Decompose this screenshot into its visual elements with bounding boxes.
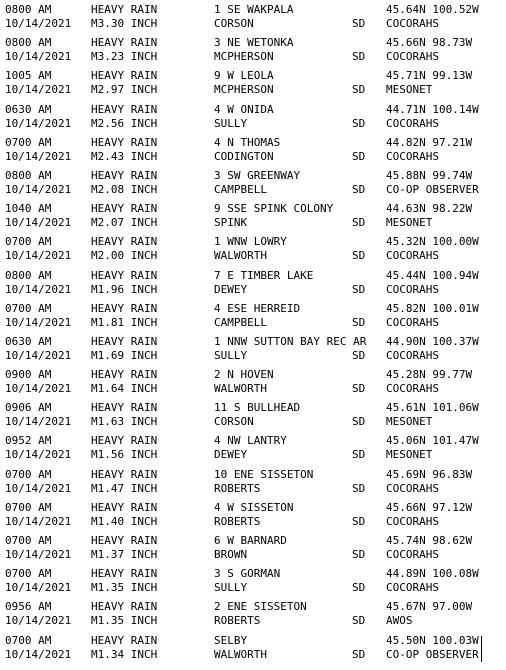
report-location: 4 ESE HERREID: [214, 301, 301, 315]
report-event-type: HEAVY RAIN: [91, 600, 158, 614]
report-location: 2 N HOVEN: [214, 368, 274, 382]
report-line-1: [5, 269, 505, 283]
report-lat-lon: 44.89N 100.08W: [386, 567, 479, 581]
report-entry: [5, 36, 505, 69]
report-lat-lon: 44.90N 100.37W: [386, 334, 479, 348]
report-lat-lon: 44.63N 98.22W: [386, 202, 473, 216]
report-date: 10/14/2021: [5, 348, 72, 362]
report-event-type: HEAVY RAIN: [91, 401, 158, 415]
report-location: 11 S BULLHEAD: [214, 401, 301, 415]
report-entry: [5, 269, 505, 302]
report-state: SD: [352, 315, 366, 329]
report-location: 4 NW LANTRY: [214, 434, 287, 448]
report-line-1: [5, 69, 505, 83]
report-state: SD: [352, 50, 366, 64]
report-line-1: [5, 136, 505, 150]
report-line-1: [5, 202, 505, 216]
report-location: 6 W BARNARD: [214, 534, 287, 547]
report-state: SD: [352, 116, 366, 130]
report-county: ROBERTS: [214, 614, 261, 628]
report-event-type: HEAVY RAIN: [91, 534, 158, 547]
report-state: SD: [352, 382, 366, 396]
report-time: 0700 AM: [5, 135, 52, 149]
report-source: COCORAHS: [386, 149, 439, 163]
report-entry: [5, 368, 505, 401]
report-source: MESONET: [386, 415, 433, 429]
report-location: 3 NE WETONKA: [214, 36, 294, 50]
report-county: ROBERTS: [214, 481, 261, 495]
report-time: 0700 AM: [5, 567, 52, 581]
report-line-1: [5, 302, 505, 316]
report-entry: [5, 302, 505, 335]
report-line-2: [5, 581, 505, 595]
report-county: SULLY: [214, 116, 248, 130]
report-magnitude: M2.43 INCH: [91, 149, 158, 163]
report-source: AWOS: [386, 614, 413, 628]
report-date: 10/14/2021: [5, 415, 72, 429]
report-entry: [5, 401, 505, 434]
report-time: 1040 AM: [5, 202, 52, 216]
report-source: CO-OP OBSERVER: [386, 647, 479, 661]
report-state: SD: [352, 17, 366, 30]
report-date: 10/14/2021: [5, 481, 72, 495]
report-time: 0700 AM: [5, 534, 52, 547]
report-entry: [5, 169, 505, 202]
report-lat-lon: 45.06N 101.47W: [386, 434, 479, 448]
report-lat-lon: 45.71N 99.13W: [386, 69, 473, 83]
report-line-2: [5, 382, 505, 396]
report-entry: [5, 501, 505, 534]
report-magnitude: M1.64 INCH: [91, 382, 158, 396]
report-state: SD: [352, 481, 366, 495]
report-entry: [5, 434, 505, 467]
report-line-1: [5, 3, 505, 17]
report-time: 0952 AM: [5, 434, 52, 448]
report-entry: [5, 136, 505, 169]
rain-report-list: [5, 3, 505, 667]
report-entry: [5, 335, 505, 368]
report-source: COCORAHS: [386, 249, 439, 263]
report-date: 10/14/2021: [5, 315, 72, 329]
report-line-2: [5, 117, 505, 131]
report-time: 0700 AM: [5, 633, 52, 647]
report-state: SD: [352, 647, 366, 661]
report-entry: [5, 3, 505, 36]
report-state: SD: [352, 249, 366, 263]
report-time: 0700 AM: [5, 301, 52, 315]
report-line-2: [5, 349, 505, 363]
report-magnitude: M1.81 INCH: [91, 315, 158, 329]
report-source: COCORAHS: [386, 50, 439, 64]
report-event-type: HEAVY RAIN: [91, 3, 158, 16]
report-source: COCORAHS: [386, 548, 439, 561]
report-lat-lon: 45.74N 98.62W: [386, 534, 473, 547]
report-location: 9 W LEOLA: [214, 69, 274, 83]
report-location: 4 N THOMAS: [214, 135, 281, 149]
report-event-type: HEAVY RAIN: [91, 500, 158, 514]
report-lat-lon: 44.82N 97.21W: [386, 135, 473, 149]
report-county: DEWEY: [214, 448, 248, 462]
report-event-type: HEAVY RAIN: [91, 36, 158, 50]
report-state: SD: [352, 581, 366, 595]
report-magnitude: M1.35 INCH: [91, 614, 158, 628]
report-county: WALWORTH: [214, 382, 267, 396]
report-magnitude: M1.35 INCH: [91, 581, 158, 595]
report-source: MESONET: [386, 448, 433, 462]
report-line-2: [5, 316, 505, 330]
report-lat-lon: 45.82N 100.01W: [386, 301, 479, 315]
report-county: BROWN: [214, 548, 248, 561]
report-time: 0800 AM: [5, 3, 52, 16]
report-line-2: [5, 283, 505, 297]
report-event-type: HEAVY RAIN: [91, 633, 158, 647]
report-line-2: [5, 249, 505, 263]
report-county: CAMPBELL: [214, 315, 267, 329]
report-magnitude: M1.69 INCH: [91, 348, 158, 362]
report-state: SD: [352, 614, 366, 628]
report-event-type: HEAVY RAIN: [91, 334, 158, 348]
report-time: 0906 AM: [5, 401, 52, 415]
report-county: MCPHERSON: [214, 83, 274, 97]
report-line-2: [5, 648, 505, 662]
report-entry: [5, 634, 505, 667]
report-county: CORSON: [214, 415, 254, 429]
report-county: WALWORTH: [214, 249, 267, 263]
report-county: WALWORTH: [214, 647, 267, 661]
report-state: SD: [352, 216, 366, 230]
report-location: 7 E TIMBER LAKE: [214, 268, 314, 282]
report-line-2: [5, 50, 505, 64]
report-line-2: [5, 482, 505, 496]
report-date: 10/14/2021: [5, 647, 72, 661]
report-time: 0800 AM: [5, 168, 52, 182]
report-date: 10/14/2021: [5, 17, 72, 30]
report-date: 10/14/2021: [5, 116, 72, 130]
report-lat-lon: 45.66N 98.73W: [386, 36, 473, 50]
report-time: 0630 AM: [5, 102, 52, 116]
report-line-2: [5, 17, 505, 31]
report-state: SD: [352, 182, 366, 196]
report-state: SD: [352, 83, 366, 97]
report-source: COCORAHS: [386, 116, 439, 130]
report-date: 10/14/2021: [5, 249, 72, 263]
report-line-1: [5, 235, 505, 249]
report-location: 1 SE WAKPALA: [214, 3, 294, 16]
report-date: 10/14/2021: [5, 282, 72, 296]
report-state: SD: [352, 348, 366, 362]
report-line-1: [5, 36, 505, 50]
report-date: 10/14/2021: [5, 182, 72, 196]
report-entry: [5, 235, 505, 268]
report-entry: [5, 567, 505, 600]
report-source: COCORAHS: [386, 348, 439, 362]
report-location: 4 W SISSETON: [214, 500, 294, 514]
report-entry: [5, 103, 505, 136]
report-state: SD: [352, 415, 366, 429]
report-line-1: [5, 534, 505, 548]
report-entry: [5, 468, 505, 501]
report-lat-lon: 45.44N 100.94W: [386, 268, 479, 282]
report-line-1: [5, 103, 505, 117]
report-magnitude: M3.23 INCH: [91, 50, 158, 64]
report-county: CORSON: [214, 17, 254, 30]
report-event-type: HEAVY RAIN: [91, 235, 158, 249]
report-line-2: [5, 150, 505, 164]
report-state: SD: [352, 282, 366, 296]
report-time: 1005 AM: [5, 69, 52, 83]
text-cursor: [481, 636, 482, 662]
report-line-2: [5, 515, 505, 529]
report-location: 1 NNW SUTTON BAY REC AR: [214, 334, 367, 348]
report-date: 10/14/2021: [5, 614, 72, 628]
report-time: 0700 AM: [5, 500, 52, 514]
report-county: SULLY: [214, 581, 248, 595]
report-line-2: [5, 548, 505, 562]
report-magnitude: M1.34 INCH: [91, 647, 158, 661]
report-time: 0900 AM: [5, 368, 52, 382]
report-source: COCORAHS: [386, 514, 439, 528]
report-line-1: [5, 501, 505, 515]
report-line-2: [5, 448, 505, 462]
report-line-1: [5, 567, 505, 581]
report-source: CO-OP OBSERVER: [386, 182, 479, 196]
report-event-type: HEAVY RAIN: [91, 467, 158, 481]
report-line-2: [5, 614, 505, 628]
report-lat-lon: 45.88N 99.74W: [386, 168, 473, 182]
report-magnitude: M1.37 INCH: [91, 548, 158, 561]
report-line-1: [5, 401, 505, 415]
report-event-type: HEAVY RAIN: [91, 202, 158, 216]
report-source: MESONET: [386, 216, 433, 230]
report-time: 0630 AM: [5, 334, 52, 348]
report-date: 10/14/2021: [5, 149, 72, 163]
report-state: SD: [352, 514, 366, 528]
report-lat-lon: 45.32N 100.00W: [386, 235, 479, 249]
report-state: SD: [352, 448, 366, 462]
report-entry: [5, 202, 505, 235]
report-date: 10/14/2021: [5, 83, 72, 97]
report-event-type: HEAVY RAIN: [91, 168, 158, 182]
report-lat-lon: 45.28N 99.77W: [386, 368, 473, 382]
report-magnitude: M1.40 INCH: [91, 514, 158, 528]
report-magnitude: M1.47 INCH: [91, 481, 158, 495]
report-date: 10/14/2021: [5, 50, 72, 64]
report-lat-lon: 45.66N 97.12W: [386, 500, 473, 514]
report-lat-lon: 44.71N 100.14W: [386, 102, 479, 116]
report-line-2: [5, 83, 505, 97]
report-date: 10/14/2021: [5, 382, 72, 396]
report-lat-lon: 45.67N 97.00W: [386, 600, 473, 614]
report-event-type: HEAVY RAIN: [91, 434, 158, 448]
report-entry: [5, 69, 505, 102]
report-source: COCORAHS: [386, 481, 439, 495]
report-county: MCPHERSON: [214, 50, 274, 64]
report-line-1: [5, 468, 505, 482]
report-county: CAMPBELL: [214, 182, 267, 196]
report-magnitude: M2.08 INCH: [91, 182, 158, 196]
report-state: SD: [352, 548, 366, 561]
report-county: CODINGTON: [214, 149, 274, 163]
report-state: SD: [352, 149, 366, 163]
report-location: 10 ENE SISSETON: [214, 467, 314, 481]
report-event-type: HEAVY RAIN: [91, 301, 158, 315]
report-lat-lon: 45.50N 100.03W: [386, 633, 479, 647]
report-county: DEWEY: [214, 282, 248, 296]
report-magnitude: M1.56 INCH: [91, 448, 158, 462]
report-line-1: [5, 600, 505, 614]
report-line-1: [5, 368, 505, 382]
report-line-2: [5, 216, 505, 230]
report-event-type: HEAVY RAIN: [91, 102, 158, 116]
report-magnitude: M1.96 INCH: [91, 282, 158, 296]
report-county: ROBERTS: [214, 514, 261, 528]
report-date: 10/14/2021: [5, 581, 72, 595]
report-event-type: HEAVY RAIN: [91, 69, 158, 83]
report-source: COCORAHS: [386, 17, 439, 30]
report-magnitude: M2.00 INCH: [91, 249, 158, 263]
report-source: COCORAHS: [386, 382, 439, 396]
report-magnitude: M3.30 INCH: [91, 17, 158, 30]
report-magnitude: M2.97 INCH: [91, 83, 158, 97]
report-lat-lon: 45.69N 96.83W: [386, 467, 473, 481]
report-time: 0800 AM: [5, 36, 52, 50]
report-lat-lon: 45.61N 101.06W: [386, 401, 479, 415]
report-lat-lon: 45.64N 100.52W: [386, 3, 479, 16]
report-location: 4 W ONIDA: [214, 102, 274, 116]
report-source: MESONET: [386, 83, 433, 97]
report-line-1: [5, 634, 505, 648]
report-time: 0956 AM: [5, 600, 52, 614]
report-location: 2 ENE SISSETON: [214, 600, 307, 614]
report-location: 9 SSE SPINK COLONY: [214, 202, 334, 216]
report-location: 3 S GORMAN: [214, 567, 281, 581]
report-event-type: HEAVY RAIN: [91, 368, 158, 382]
report-date: 10/14/2021: [5, 514, 72, 528]
report-date: 10/14/2021: [5, 216, 72, 230]
report-date: 10/14/2021: [5, 448, 72, 462]
report-source: COCORAHS: [386, 315, 439, 329]
report-location: SELBY: [214, 633, 248, 647]
report-event-type: HEAVY RAIN: [91, 567, 158, 581]
report-source: COCORAHS: [386, 282, 439, 296]
report-event-type: HEAVY RAIN: [91, 268, 158, 282]
report-source: COCORAHS: [386, 581, 439, 595]
report-time: 0800 AM: [5, 268, 52, 282]
report-entry: [5, 534, 505, 567]
report-line-1: [5, 434, 505, 448]
report-line-2: [5, 183, 505, 197]
report-entry: [5, 600, 505, 633]
report-location: 1 WNW LOWRY: [214, 235, 287, 249]
report-time: 0700 AM: [5, 235, 52, 249]
report-line-1: [5, 169, 505, 183]
report-magnitude: M2.56 INCH: [91, 116, 158, 130]
report-line-1: [5, 335, 505, 349]
report-county: SPINK: [214, 216, 248, 230]
report-line-2: [5, 415, 505, 429]
report-county: SULLY: [214, 348, 248, 362]
report-magnitude: M1.63 INCH: [91, 415, 158, 429]
report-location: 3 SW GREENWAY: [214, 168, 301, 182]
report-date: 10/14/2021: [5, 548, 72, 561]
report-event-type: HEAVY RAIN: [91, 135, 158, 149]
report-time: 0700 AM: [5, 467, 52, 481]
report-magnitude: M2.07 INCH: [91, 216, 158, 230]
